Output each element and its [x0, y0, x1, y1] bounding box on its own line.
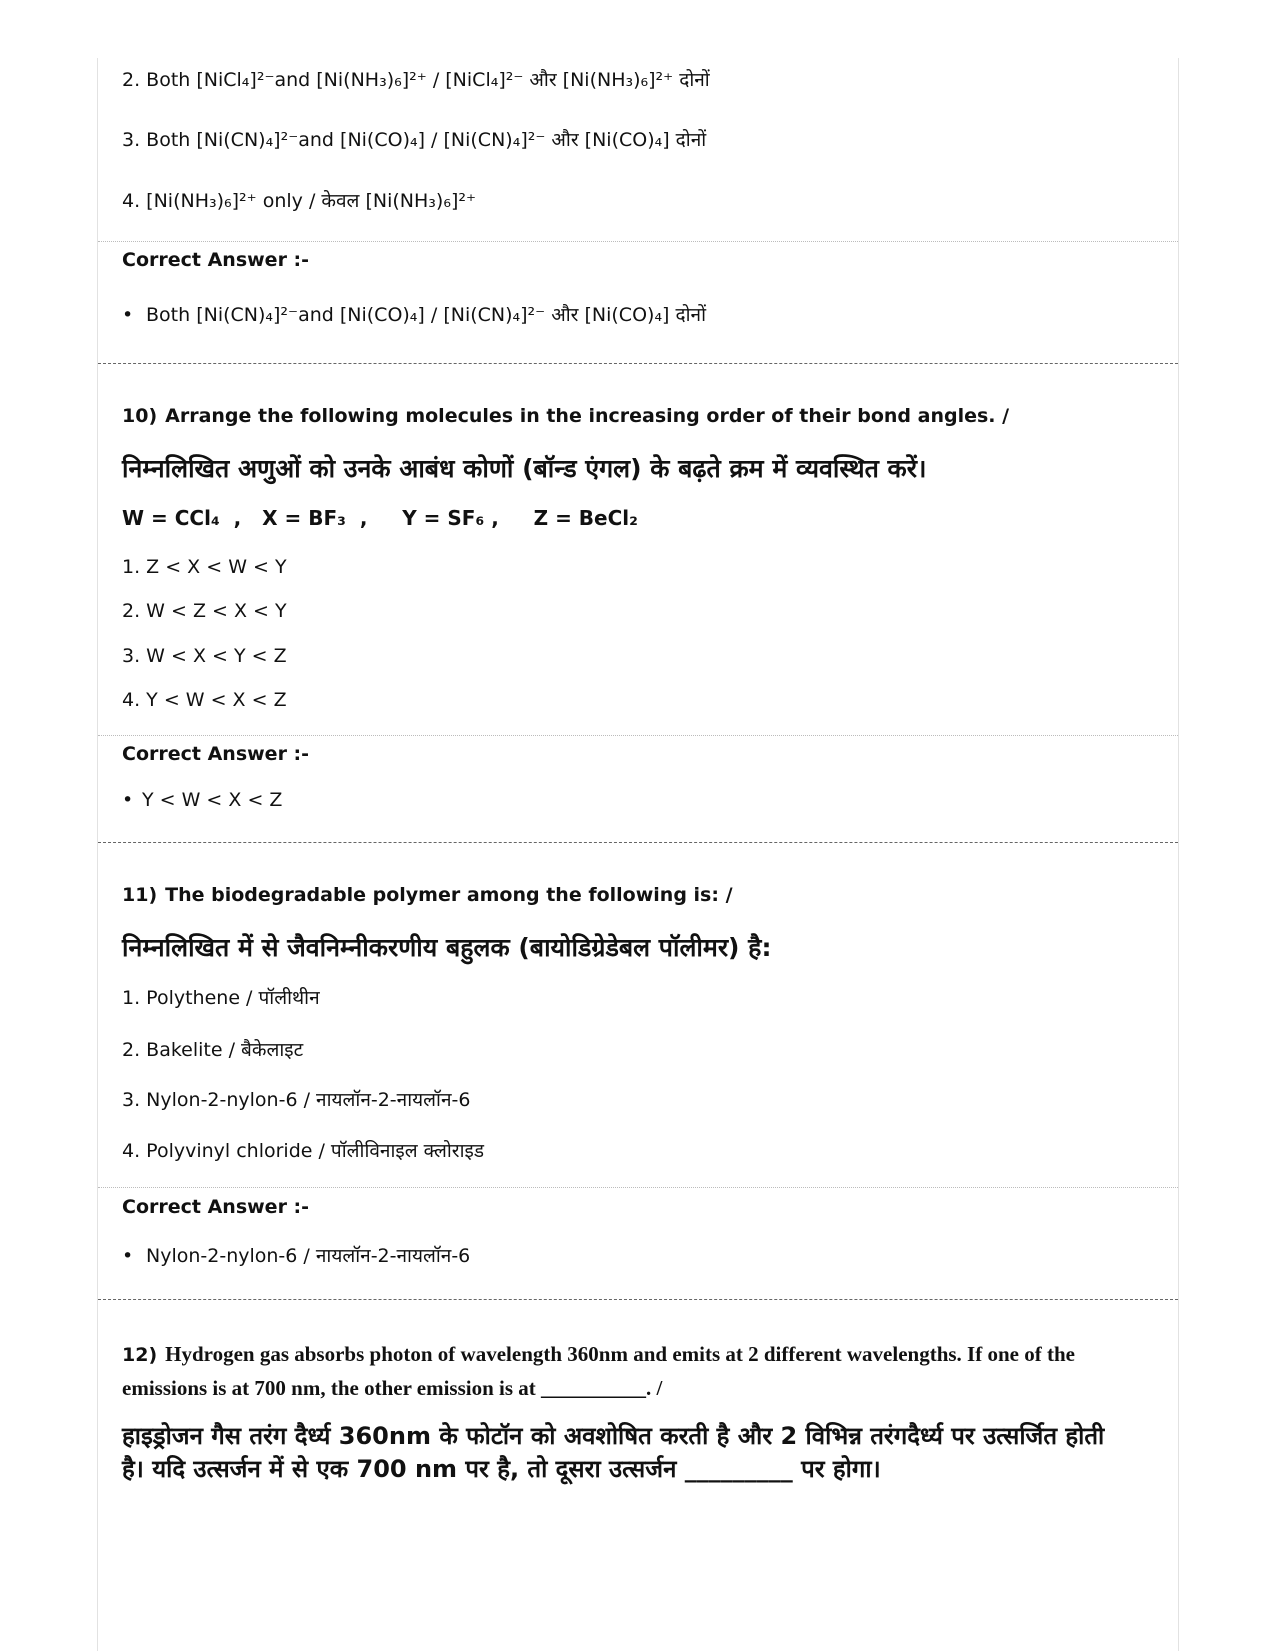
question-divider — [98, 1299, 1178, 1300]
q11-option-1: 1. Polythene / पॉलीथीन — [122, 987, 320, 1009]
question-divider — [98, 842, 1178, 843]
q10-formula: W = CCl₄ , X = BF₃ , Y = SF₆ , Z = BeCl₂ — [122, 506, 638, 530]
q9-option-4: 4. [Ni(NH₃)₆]²⁺ only / केवल [Ni(NH₃)₆]²⁺ — [122, 190, 476, 212]
answer-divider — [98, 241, 1178, 242]
answer-divider — [98, 735, 1178, 736]
q10-correct-answer-text: Y < W < X < Z — [142, 789, 283, 811]
q10-correct-answer — [122, 789, 282, 811]
q12-number: 12) — [122, 1344, 158, 1366]
q10-question-hi: निम्नलिखित अणुओं को उनके आबंध कोणों (बॉन्ड एंगल) के बढ़ते क्रम में व्यवस्थित करें। — [122, 454, 927, 483]
q9-correct-answer — [122, 301, 706, 327]
q12-question-en: Hydrogen gas absorbs photon of wavelength 360nm and emits at 2 different wavelengths. If one of the emissions is at 700 nm, the other emission is at __________. / — [122, 1342, 1075, 1400]
bullet-icon: • — [122, 304, 134, 326]
bullet-icon: • — [122, 1245, 134, 1267]
bullet-icon: • — [122, 789, 134, 811]
q9-correct-answer-text: Both [Ni(CN)₄]²⁻and [Ni(CO)₄] / [Ni(CN)₄]²⁻ और [Ni(CO)₄] दोनों — [146, 304, 706, 326]
q11-option-4: 4. Polyvinyl chloride / पॉलीविनाइल क्लोराइड — [122, 1140, 484, 1162]
q10-heading — [122, 405, 1009, 427]
q10-question-en: Arrange the following molecules in the increasing order of their bond angles. / — [165, 405, 1010, 427]
q11-option-3: 3. Nylon-2-nylon-6 / नायलॉन-2-नायलॉन-6 — [122, 1089, 471, 1111]
q12-question-hi: हाइड्रोजन गैस तरंग दैर्ध्य 360nm के फोटॉन को अवशोषित करती है और 2 विभिन्न तरंगदैर्ध्य पर उत्सर्जित होती है। यदि उत्सर्जन में से एक 700 nm पर है, तो दूसरा उत्सर्जन _________ पर होगा। — [122, 1422, 1105, 1483]
q11-correct-answer-text: Nylon-2-nylon-6 / नायलॉन-2-नायलॉन-6 — [146, 1245, 471, 1267]
q10-correct-answer-label: Correct Answer :- — [122, 743, 310, 765]
question-divider — [98, 363, 1178, 364]
q11-option-2: 2. Bakelite / बैकेलाइट — [122, 1039, 304, 1061]
q9-option-2: 2. Both [NiCl₄]²⁻and [Ni(NH₃)₆]²⁺ / [NiCl₄]²⁻ और [Ni(NH₃)₆]²⁺ दोनों — [122, 69, 710, 91]
q10-option-4: 4. Y < W < X < Z — [122, 689, 287, 711]
q11-correct-answer — [122, 1242, 470, 1268]
q10-number: 10) — [122, 405, 158, 427]
q9-correct-answer-label: Correct Answer :- — [122, 249, 310, 271]
q11-question-en: The biodegradable polymer among the following is: / — [165, 884, 733, 906]
q10-option-1: 1. Z < X < W < Y — [122, 556, 287, 578]
q11-correct-answer-label: Correct Answer :- — [122, 1196, 310, 1218]
q11-number: 11) — [122, 884, 158, 906]
q11-question-hi: निम्नलिखित में से जैवनिम्नीकरणीय बहुलक (बायोडिग्रेडेबल पॉलीमर) है: — [122, 933, 772, 962]
answer-divider — [98, 1187, 1178, 1188]
q12-heading — [122, 1338, 1122, 1405]
question-paper-page — [97, 58, 1179, 1651]
q11-heading — [122, 884, 733, 906]
q9-option-3: 3. Both [Ni(CN)₄]²⁻and [Ni(CO)₄] / [Ni(CN)₄]²⁻ और [Ni(CO)₄] दोनों — [122, 129, 707, 151]
q10-option-2: 2. W < Z < X < Y — [122, 600, 287, 622]
q10-option-3: 3. W < X < Y < Z — [122, 645, 287, 667]
